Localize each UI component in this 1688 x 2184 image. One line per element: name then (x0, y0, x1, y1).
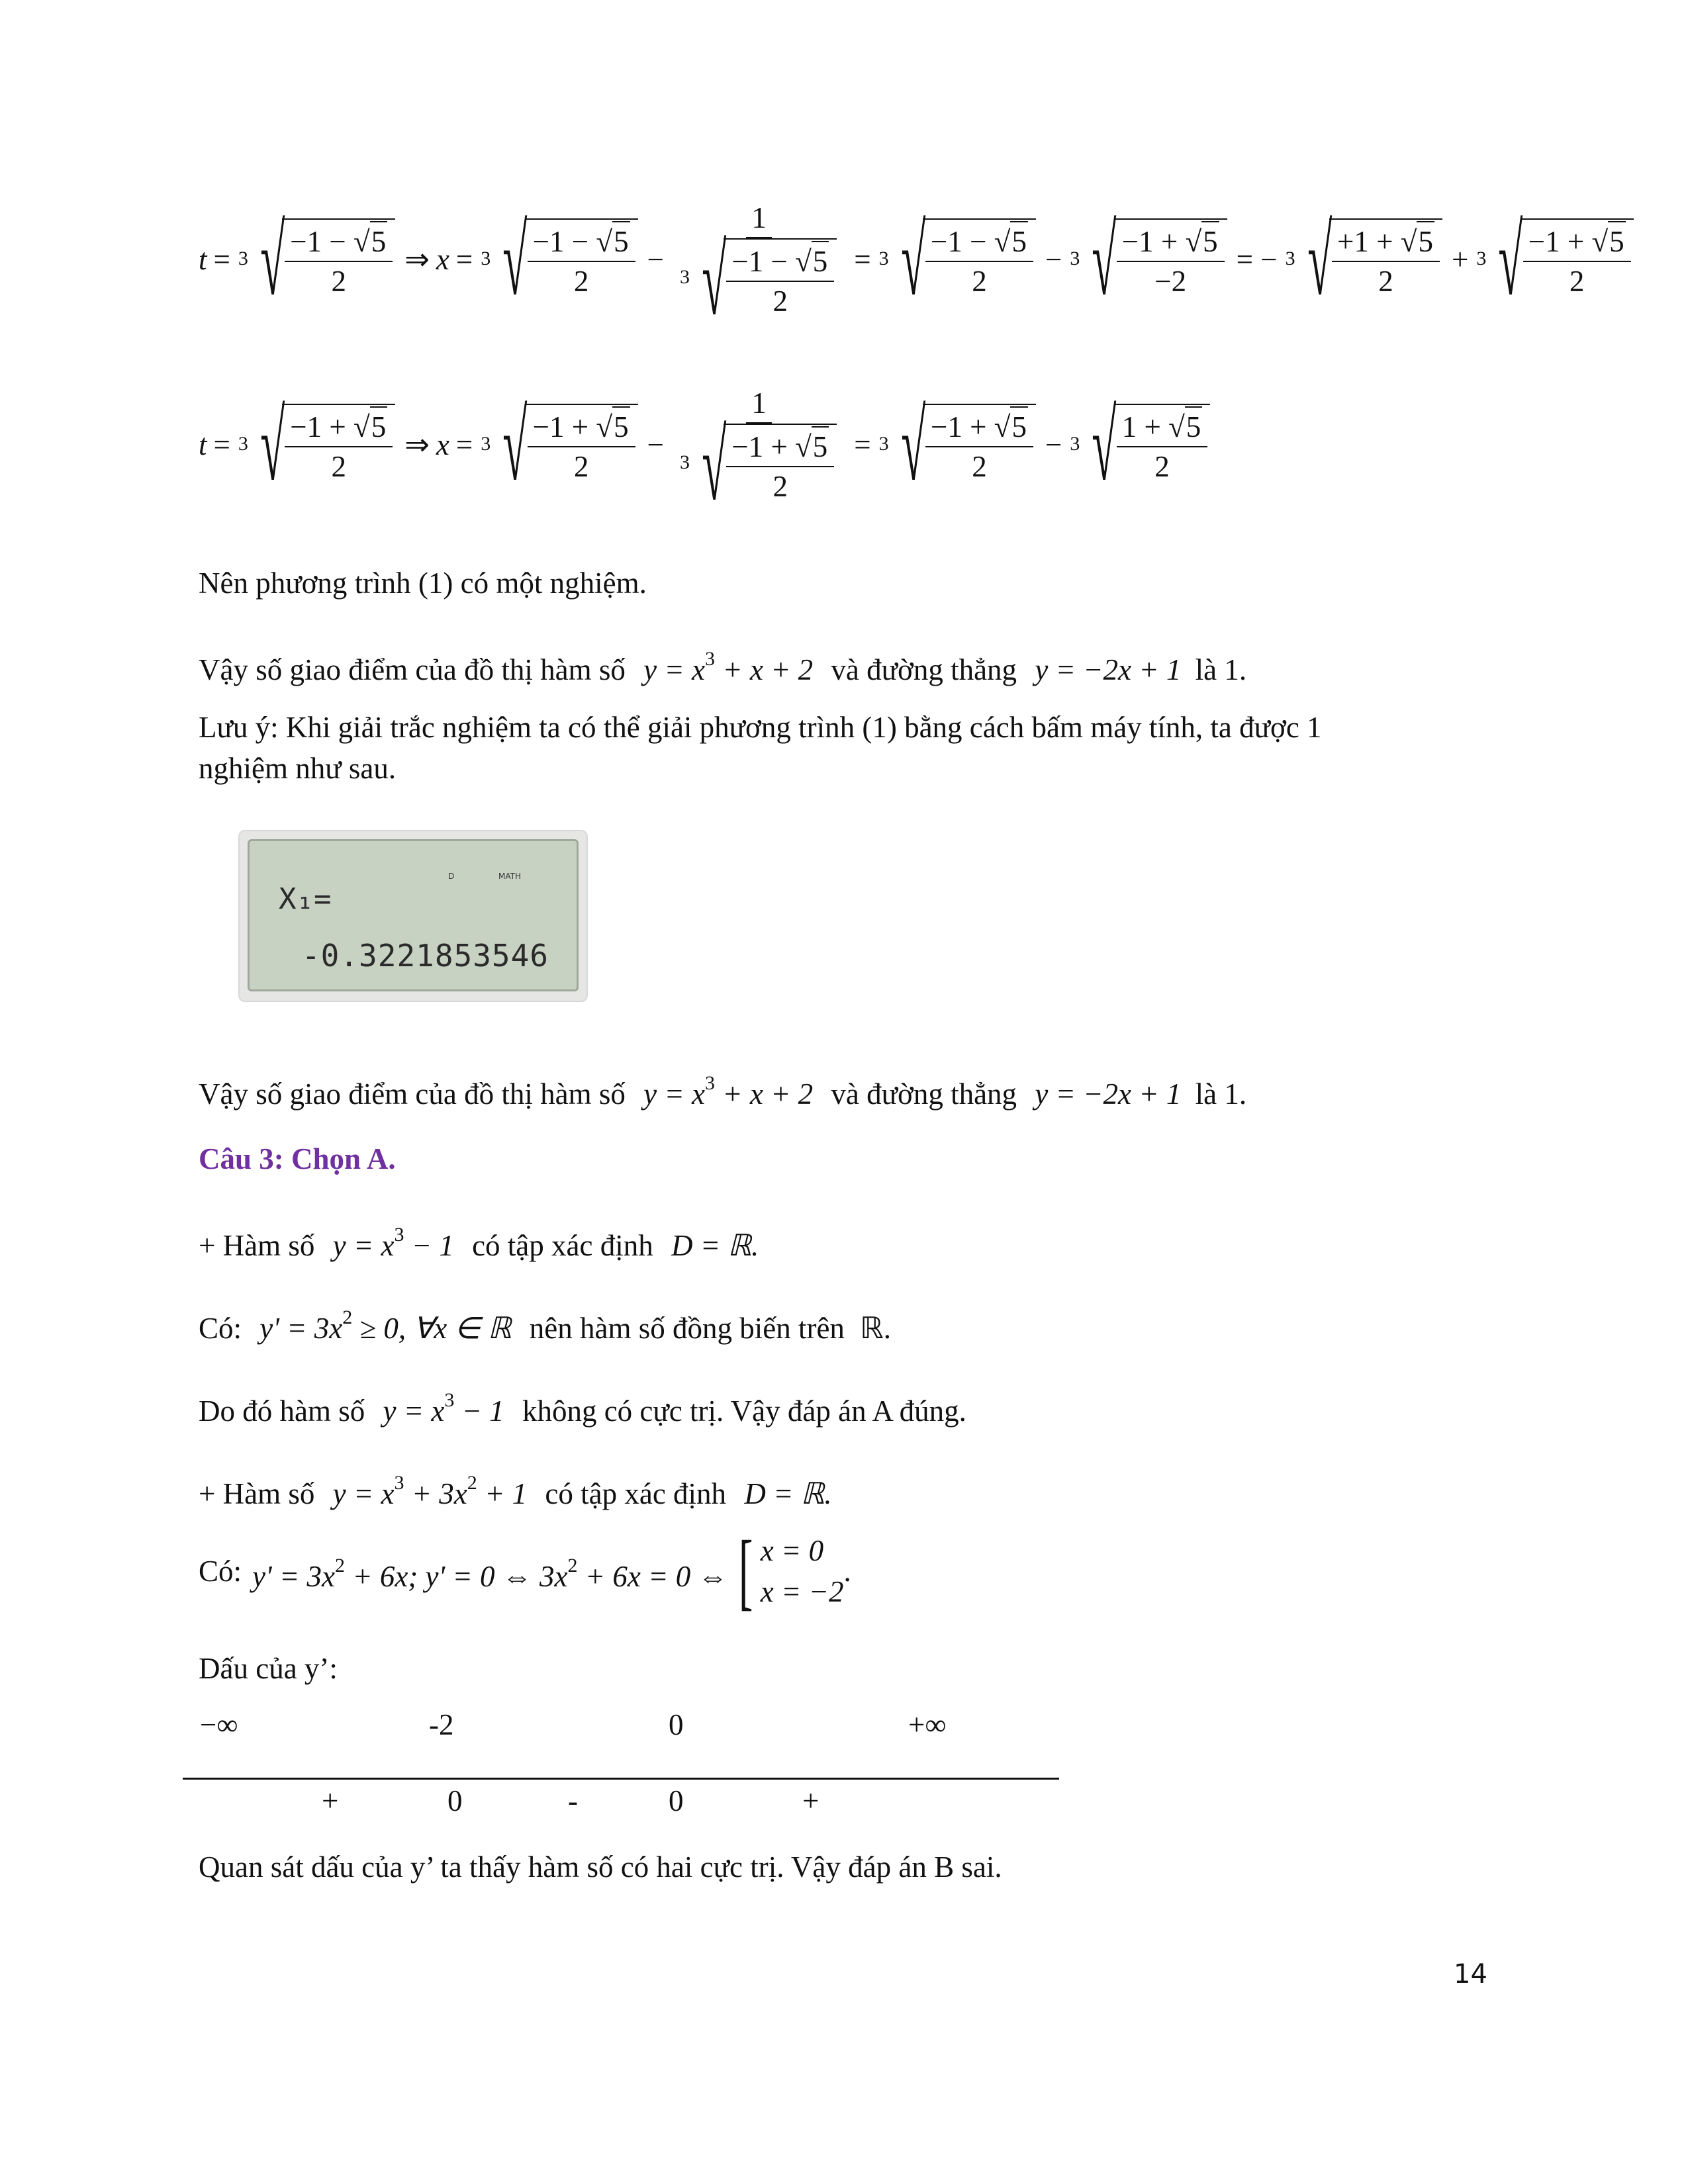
sign-header: −∞ (200, 1708, 238, 1741)
cube-root: 3 √ −1 + √ 5 2 (482, 404, 637, 486)
cube-root: 3 √ −1 + √ 5 2 (240, 404, 395, 486)
cube-root: 3 √ −1 + √ 5 2 (1477, 218, 1633, 300)
sign-value: + (322, 1784, 339, 1817)
cube-root: 3 √ −1 − √ 5 2 (880, 218, 1036, 300)
cube-root: 3 √ −1 + √ 5 2 (880, 404, 1036, 486)
q3-line-3: Do đó hàm số $y = x^3 - 1$ không có cực trị. Vậy đáp án A đúng. (199, 1389, 966, 1428)
question-3-heading: Câu 3: Chọn A. (199, 1142, 396, 1175)
lcd-display (248, 839, 579, 991)
reciprocal-fraction: 1 3 √ −1 + √ 5 2 (673, 384, 845, 506)
sign-table-rule (183, 1778, 1059, 1780)
cube-root: 3 √ +1 + √ 5 2 (1287, 218, 1442, 300)
paragraph-one-root: Nên phương trình (1) có một nghiệm. (199, 567, 647, 600)
page-number: 14 (1454, 1959, 1487, 1989)
q3-line-2: Có: $y' = 3x^2 \ge 0$, ∀x ∈ ℝ nên hàm số đồng biến trên ℝ. (199, 1306, 892, 1345)
q3-line-1: + Hàm số $y = x^3 - 1$ có tập xác định D = ℝ. (199, 1224, 759, 1262)
cube-root: 3 √ −1 − √ 5 2 (482, 218, 637, 300)
cube-root: 3 √ −1 − √ 5 2 (240, 218, 395, 300)
q3-sign-label: Dấu của y’: (199, 1652, 338, 1685)
cube-root: 3 √ 1 + √ 5 2 (1071, 404, 1210, 486)
sign-value: + (802, 1784, 820, 1817)
q3-line-4: + Hàm số $y = x^3 + 3x^2 + 1$ có tập xác định D = ℝ. (199, 1472, 832, 1510)
calculator-screen (240, 831, 586, 1001)
degree-indicator: D (448, 872, 455, 881)
paragraph-note: Lưu ý: Khi giải trắc nghiệm ta có thể giải phương trình (1) bằng cách bấm máy tính, ta được 1 nghiệm như sau. (199, 711, 1322, 785)
equation-line-2: t = 3 √ −1 + √ 5 2 ⇒ x = 3 √ −1 + √ 5 2 − 1 3 √ −1 + √ 5 2 = 3 √ −1 + √ 5 2 − 3 √ 1 + √ 5 2 (199, 384, 1213, 506)
sign-header: 0 (669, 1708, 684, 1741)
system-bracket: [ x = 0 x = −2 (739, 1524, 844, 1619)
equation-line-1: t = 3 √ −1 − √ 5 2 ⇒ x = 3 √ −1 − √ 5 2 − 1 3 √ −1 − √ 5 2 = 3 √ −1 − √ 5 2 − 3 √ −1 + √ 5 −2 = − 3 √ +1 + √ 5 2 + 3 √ −1 + √ 5 2 (199, 199, 1636, 320)
sign-value: 0 (447, 1784, 463, 1817)
sign-value: - (568, 1784, 578, 1817)
q3-conclusion: Quan sát dấu của y’ ta thấy hàm số có hai cực trị. Vậy đáp án B sai. (199, 1850, 1002, 1884)
root-label: X₁= (279, 882, 332, 916)
sign-value: 0 (669, 1784, 684, 1817)
sign-header: +∞ (908, 1708, 947, 1741)
paragraph-intersection-1: Vậy số giao điểm của đồ thị hàm số $y = x^3 + x + 2$ và đường thẳng y = −2x + 1 là 1. (199, 648, 1247, 686)
paragraph-intersection-2: Vậy số giao điểm của đồ thị hàm số $y = x^3 + x + 2$ và đường thẳng y = −2x + 1 là 1. (199, 1072, 1247, 1111)
root-value: -0.3221853546 (301, 938, 549, 974)
sign-header: -2 (429, 1708, 454, 1741)
q3-line-5: Có: $y' = 3x^2 + 6x$; y' = 0 ⇔ $3x^2 + 6x = 0$ ⇔ [ x = 0 x = −2 . (199, 1524, 851, 1619)
reciprocal-fraction: 1 3 √ −1 − √ 5 2 (673, 199, 845, 320)
math-indicator: MATH (498, 872, 521, 881)
cube-root: 3 √ −1 + √ 5 −2 (1071, 218, 1227, 300)
